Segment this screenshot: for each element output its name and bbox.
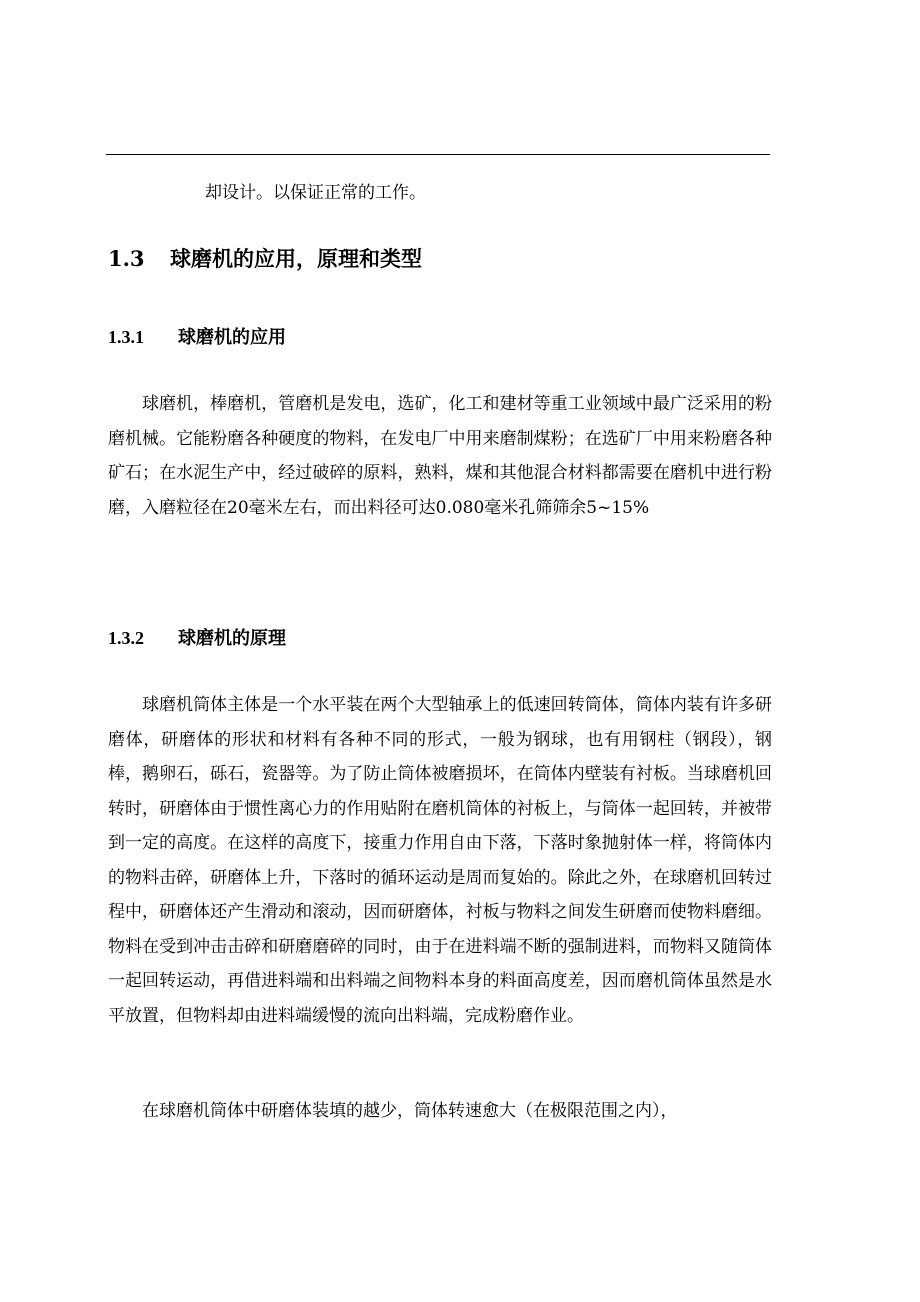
subsection-number: 1.3.1 [108,327,144,347]
subsection-heading-principle [108,623,772,654]
paragraph-principle: 球磨机筒体主体是一个水平装在两个大型轴承上的低速回转筒体，筒体内装有许多研磨体，研磨体的形状和材料有各种不同的形式，一般为钢球，也有用钢柱（钢段），钢棒，鹅卵石，砾石，瓷器等。为了防止筒体被磨损坏，在筒体内壁装有衬板。当球磨机回转时，研磨体由于惯性离心力的作用贴附在磨机筒体的衬板上，与筒体一起回转，并被带到一定的高度。在这样的高度下，接重力作用自由下落，下落时象抛射体一样，将筒体内的物料击碎，研磨体上升，下落时的循环运动是周而复始的。除此之外，在球磨机回转过程中，研磨体还产生滑动和滚动，因而研磨体，衬板与物料之间发生研磨而使物料磨细。物料在受到冲击击碎和研磨磨碎的同时，由于在进料端不断的强制进料，而物料又随筒体一起回转运动，再借进料端和出料端之间物料本身的料面高度差，因而磨机筒体虽然是水平放置，但物料却由进料端缓慢的流向出料端，完成粉磨作业。 [108,695,772,1026]
subsection-heading-applications [108,322,772,353]
subsection-number: 1.3.2 [108,628,144,648]
section-title: 球磨机的应用，原理和类型 [170,246,422,271]
subsection-title: 球磨机的应用 [178,327,286,348]
subsection-title: 球磨机的原理 [178,628,286,649]
paragraph-applications: 球磨机，棒磨机，管磨机是发电，选矿，化工和建材等重工业领域中最广泛采用的粉磨机械。它能粉磨各种硬度的物料，在发电厂中用来磨制煤粉；在选矿厂中用来粉磨各种矿石；在水泥生产中，经过破碎的原料，熟料，煤和其他混合材料都需要在磨机中进行粉磨，入磨粒径在20毫米左右，而出料径可达0.080毫米孔筛筛余5~15% [108,394,772,518]
section-heading [108,243,772,275]
header-rule [106,154,770,155]
section-number: 1.3 [108,246,145,271]
continuation-text: 却设计。以保证正常的工作。 [205,183,426,203]
paragraph-principle-continued: 在球磨机筒体中研磨体装填的越少，筒体转速愈大（在极限范围之内）， [142,1101,678,1121]
